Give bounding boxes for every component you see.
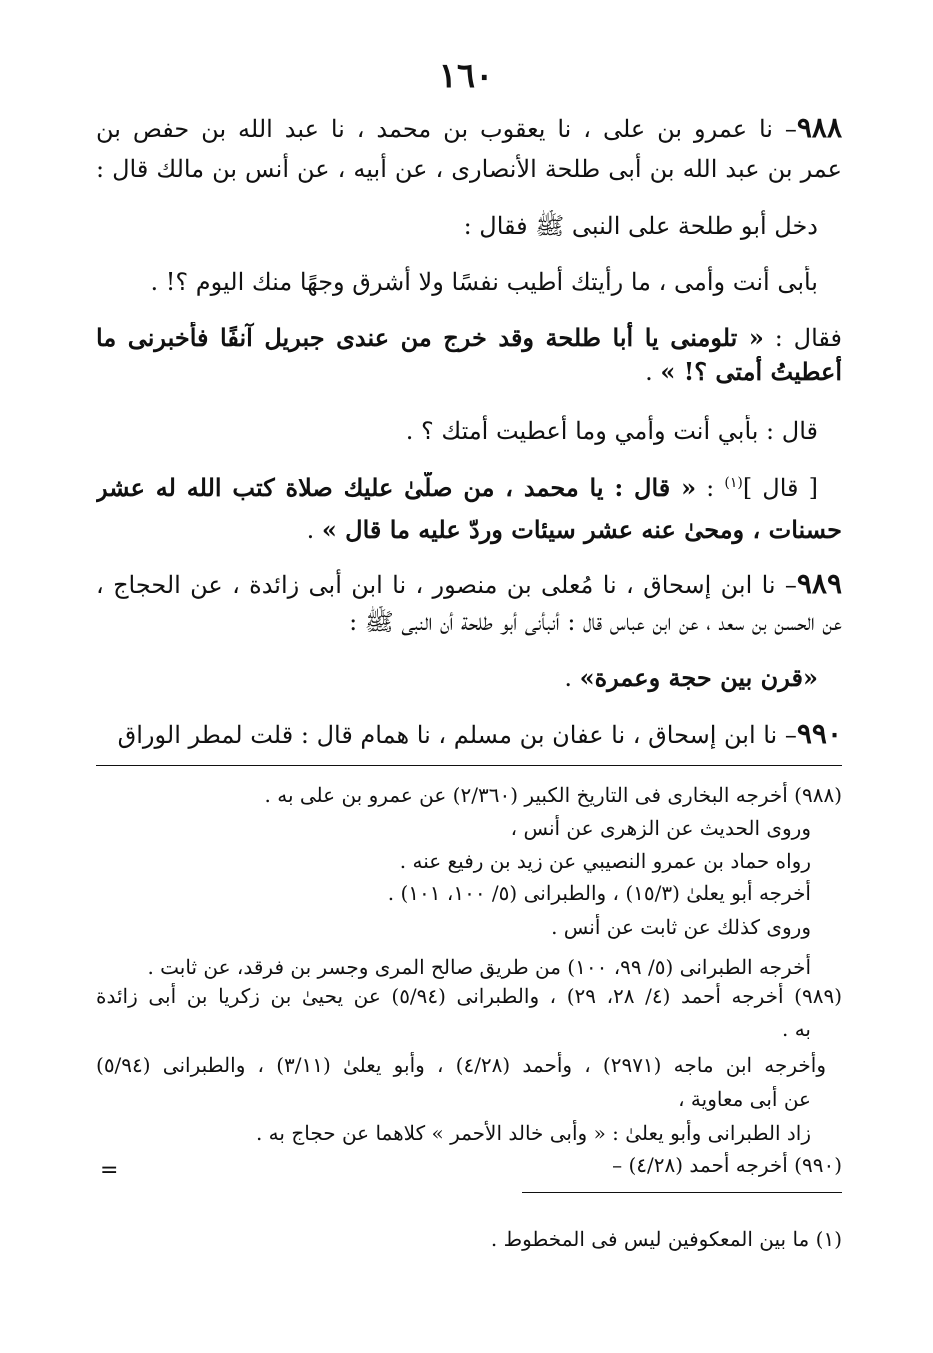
- hadith-988-line-6: [96, 356, 842, 388]
- text-span: :: [696, 474, 725, 502]
- hadith-988-line-5: [96, 322, 842, 354]
- text-span: .: [564, 664, 580, 692]
- hadith-988-line-3: دخل أبو طلحة على النبى ﷺ فقال :: [463, 212, 818, 240]
- note-line: زاد الطبرانى وأبو يعلىٰ : « وأبى خالد الأحمر » كلاهما عن حجاج به .: [255, 1121, 811, 1145]
- note-line: (٩٩٠) أخرجه أحمد (٤/٢٨) –: [612, 1153, 842, 1177]
- note-line: رواه حماد بن عمرو النصيبي عن زيد بن رفيع عنه .: [399, 849, 811, 873]
- text-span: [ قال ]: [742, 474, 818, 502]
- note-line: أخرجه الطبرانى (٥/ ٩٩، ١٠٠) من طريق صالح المرى وجسر بن فرقد، عن ثابت .: [147, 955, 811, 979]
- text-span: .: [306, 516, 322, 544]
- hadith-988-line-7: قال : بأبي أنت وأمي وما أعطيت أمتك ؟ .: [405, 417, 818, 445]
- note-line: عن أبى معاوية ،: [678, 1087, 811, 1111]
- text-span: – نا ابن إسحاق ، نا مُعلى بن منصور ، نا ابن أبى زائدة ، عن الحجاج ،: [96, 571, 797, 599]
- text-bold: أُعطيتُ أمتى ؟! »: [660, 357, 842, 386]
- hadith-989-line-2: عن الحسن بن سعد ، عن ابن عباس قال : أنبأنى أبو طلحة أن النبى ﷺ :: [349, 608, 842, 636]
- footnote-line: (١) ما بين المعكوفين ليس فى المخطوط .: [490, 1227, 842, 1251]
- hadith-988-line-2: عمر بن عبد الله بن أبى طلحة الأنصارى ، عن أبيه ، عن أنس بن مالك قال :: [96, 155, 842, 183]
- note-line: وروى كذلك عن ثابت عن أنس .: [551, 915, 811, 939]
- text-span: – نا ابن إسحاق ، نا عفان بن مسلم ، نا همام قال : قلت لمطر الوراق: [117, 721, 797, 749]
- hadith-990-line-1: [96, 718, 842, 751]
- text-bold: « قال : يا محمد ، من صلَّىٰ عليك صلاة كتب الله له عشر: [96, 473, 697, 502]
- text-span: – نا عمرو بن على ، نا يعقوب بن محمد ، نا عبد الله بن حفص بن: [96, 115, 797, 143]
- note-line: أخرجه أبو يعلىٰ (١٥/٣) ، والطبرانى (٥/ ١٠٠، ١٠١) .: [387, 881, 811, 905]
- text-bold: حسنات ، ومحىٰ عنه عشر سيئات وردّ عليه ما قال »: [321, 515, 842, 544]
- hadith-989-line-1: [96, 568, 842, 601]
- page-number: ١٦٠: [438, 56, 494, 96]
- note-line: وروى الحديث عن الزهرى عن أنس ،: [510, 816, 811, 840]
- hadith-988-line-4: بأبى أنت وأمى ، ما رأيتك أطيب نفسًا ولا أشرق وجهًا منك اليوم ؟! .: [150, 268, 818, 296]
- hadith-988-line-8: [96, 472, 818, 504]
- note-line: به .: [781, 1017, 811, 1041]
- notes-divider: [96, 765, 842, 766]
- note-line: (٩٨٩) أخرجه أحمد (٤/ ٢٨، ٢٩) ، والطبرانى (٥/٩٤) عن يحيىٰ بن زكريا بن أبى زائدة: [96, 984, 842, 1008]
- text-bold: «قرن بين حجة وعمرة»: [579, 663, 818, 692]
- hadith-number: ٩٨٩: [796, 568, 842, 600]
- text-span: .: [645, 358, 661, 386]
- hadith-number: ٩٩٠: [796, 718, 842, 750]
- text-span: فقال :: [763, 324, 842, 352]
- continued-mark: =: [100, 1158, 119, 1183]
- note-line: وأخرجه ابن ماجه (٢٩٧١) ، وأحمد (٤/٢٨) ، وأبو يعلىٰ (٣/١١) ، والطبرانى (٥/٩٤): [96, 1053, 826, 1077]
- hadith-number: ٩٨٨: [796, 112, 842, 144]
- footnote-divider: [522, 1192, 842, 1193]
- text-bold: « تلومنى يا أبا طلحة وقد خرج من عندى جبريل آنفًا فأخبرنى ما: [96, 323, 764, 352]
- hadith-988-line-9: [96, 514, 842, 546]
- footnote-ref: (١): [724, 475, 743, 491]
- hadith-989-line-3: [96, 662, 818, 694]
- hadith-988-line-1: [96, 112, 842, 145]
- note-line: (٩٨٨) أخرجه البخارى فى التاريخ الكبير (٢/٣٦٠) عن عمرو بن على به .: [264, 783, 842, 807]
